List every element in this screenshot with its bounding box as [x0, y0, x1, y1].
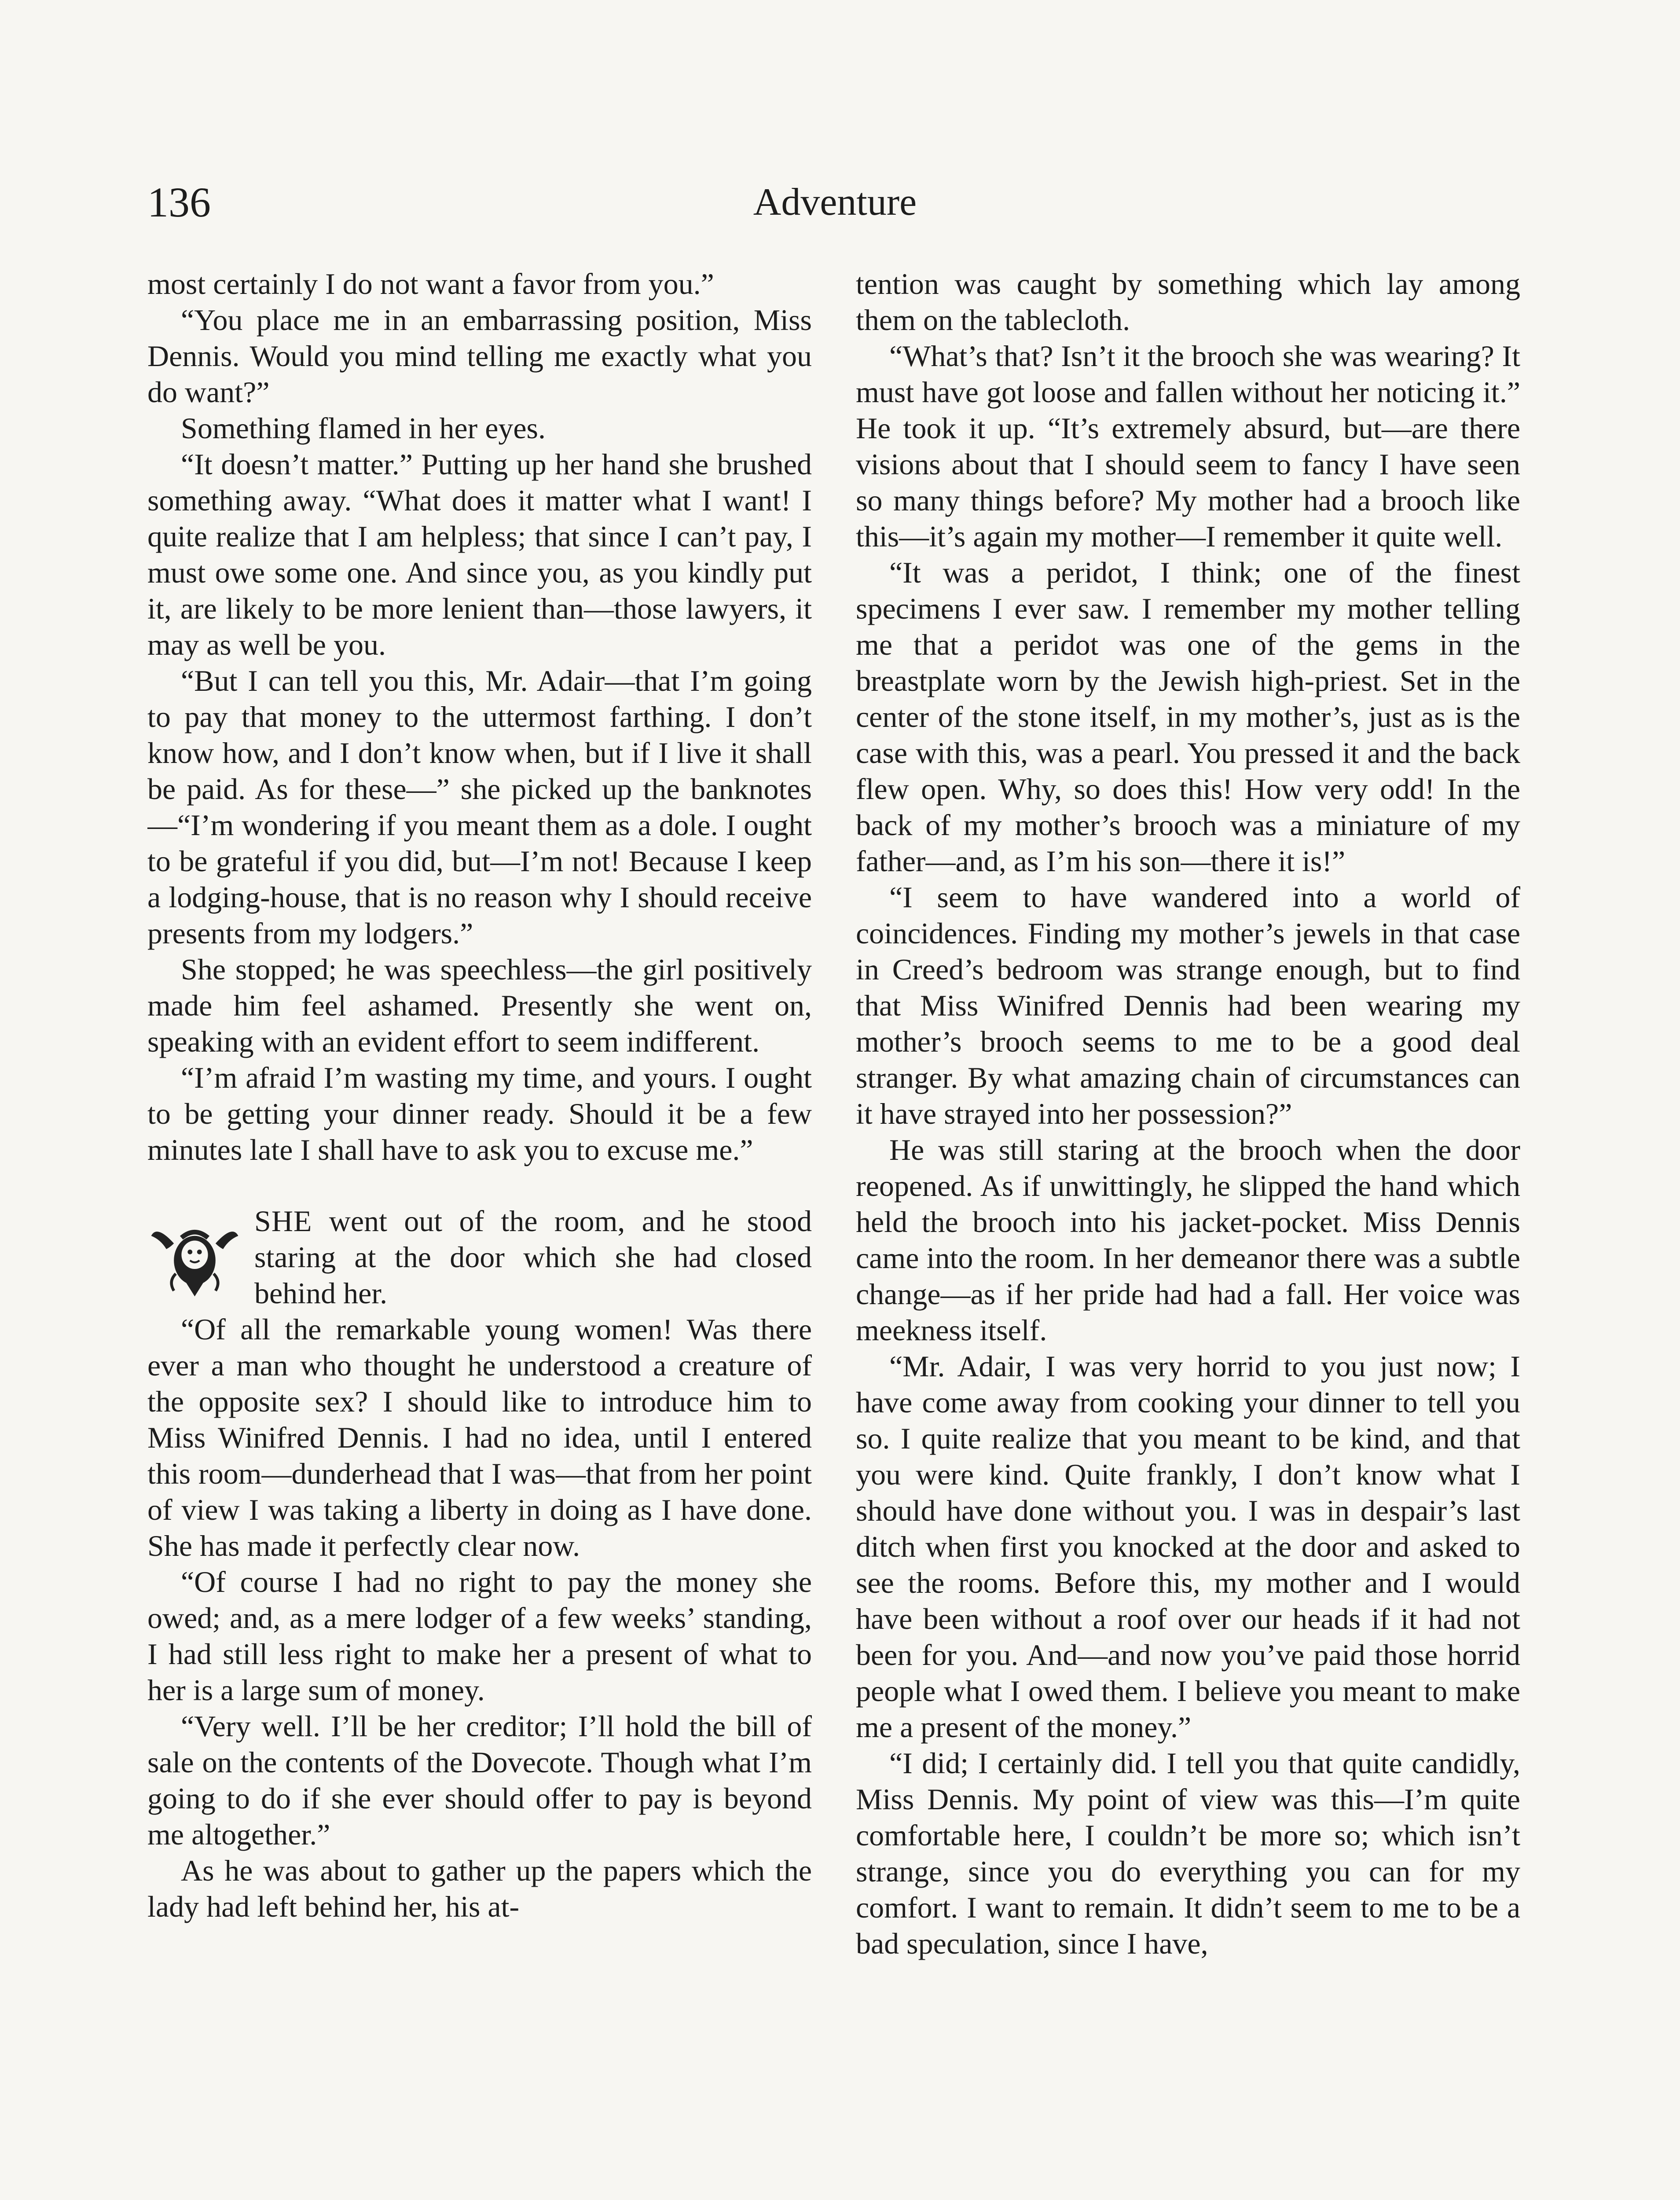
cherub-ornament-icon — [147, 1206, 242, 1300]
page-header — [147, 174, 1522, 240]
paragraph: “I did; I certainly did. I tell you that quite candidly, Miss Dennis. My point of view was this—I’m quite comfortable here, I couldn’t be more so; which isn’t strange, since you do everything you can for my comfort. I want to remain. It didn’t seem to me to be a bad speculation, since I have, — [856, 1746, 1520, 1960]
paragraph: “Mr. Adair, I was very horrid to you just now; I have come away from cooking your dinner to tell you so. I quite realize that you meant to be kind, and that you were kind. Quite frankly, I don’t know what I should have done without you. I was in despair’s last ditch when first you knocked at the door and asked to see the rooms. Before this, my mother and I would have been without a roof over our heads if it had not been for you. And—and now you’ve paid those horrid people what I owed them. I believe you meant to make me a present of the money.” — [856, 1349, 1520, 1744]
paragraph: “Of course I had no right to pay the money she owed; and, as a mere lodger of a few weeks’ standing, I had still less right to make her a present of what to her is a large sum of money. — [147, 1565, 812, 1707]
running-title: Adventure — [753, 181, 917, 224]
paragraph: “You place me in an embarrassing position, Miss Dennis. Would you mind telling me exactly what you do want?” — [147, 303, 812, 409]
paragraph: “Very well. I’ll be her creditor; I’ll hold the bill of sale on the contents of the Dovecote. Though what I’m going to do if she ever should offer to pay is beyond me altogether.” — [147, 1709, 812, 1851]
left-column — [147, 266, 812, 2200]
paragraph: “What’s that? Isn’t it the brooch she was wearing? It must have got loose and fallen without her noticing it.” He took it up. “It’s extremely absurd, but—are there visions about that I should seem to fancy I have seen so many things before? My mother had a brooch like this—it’s again my mother—I remember it quite well. — [856, 339, 1520, 553]
paragraph: “But I can tell you this, Mr. Adair—that I’m going to pay that money to the uttermost farthing. I don’t know how, and I don’t know when, but if I live it shall be paid. As for these—” she picked up the banknotes—“I’m wondering if you meant them as a dole. I ought to be grateful if you did, but—I’m not! Because I keep a lodging-house, that is no reason why I should receive presents from my lodgers.” — [147, 664, 812, 950]
paragraph: most certainly I do not want a favor from you.” — [147, 267, 714, 301]
paragraph: As he was about to gather up the papers which the lady had left behind her, his at- — [147, 1854, 812, 1923]
paragraph: “Of all the remarkable young women! Was there ever a man who thought he understood a creature of the opposite sex? I should like to introduce him to Miss Winifred Dennis. I had no idea, until I entered this room—dunderhead that I was—that from her point of view I was taking a liberty in doing as I have done. She has made it perfectly clear now. — [147, 1313, 812, 1562]
section-opening-text: went out of the room, and he stood staring at the door which she had closed behind her. — [254, 1204, 812, 1310]
section-break — [147, 1203, 812, 1311]
paragraph: He was still staring at the brooch when the door reopened. As if unwittingly, he slipped the hand which held the brooch into his jacket-pocket. Miss Dennis came into the room. In her demeanor there was a subtle change—as if her pride had had a fall. Her voice was meekness itself. — [856, 1133, 1520, 1347]
paragraph: Something flamed in her eyes. — [181, 411, 546, 445]
right-column — [856, 266, 1520, 2200]
paragraph: “I seem to have wandered into a world of coincidences. Finding my mother’s jewels in that case in Creed’s bedroom was strange enough, but to find that Miss Winifred Dennis had been wearing my mother’s brooch seems to me to be a good deal stranger. By what amazing chain of circumstances can it have strayed into her possession?” — [856, 880, 1520, 1130]
paragraph: “It doesn’t matter.” Putting up her hand she brushed something away. “What does it matter what I want! I quite realize that I am helpless; that since I can’t pay, I must owe some one. And since you, as you kindly put it, are likely to be more lenient than—those lawyers, it may as well be you. — [147, 447, 812, 661]
paragraph: “I’m afraid I’m wasting my time, and yours. I ought to be getting your dinner ready. Should it be a few minutes late I shall have to ask you to excuse me.” — [147, 1061, 812, 1166]
paragraph: tention was caught by something which lay among them on the tablecloth. — [856, 267, 1520, 337]
paragraph: “It was a peridot, I think; one of the finest specimens I ever saw. I remember my mother telling me that a peridot was one of the gems in the breastplate worn by the Jewish high-priest. Set in the center of the stone itself, in my mother’s, just as is the case with this, was a pearl. You pressed it and the back flew open. Why, so does this! How very odd! In the back of my mother’s brooch was a miniature of my father—and, as I’m his son—there it is!” — [856, 556, 1520, 878]
page-number: 136 — [147, 179, 211, 226]
lead-word: SHE — [254, 1204, 312, 1238]
section-opening-paragraph — [147, 1203, 812, 1311]
paragraph: She stopped; he was speechless—the girl positively made him feel ashamed. Presently she went on, speaking with an evident effort to seem indifferent. — [147, 953, 812, 1058]
